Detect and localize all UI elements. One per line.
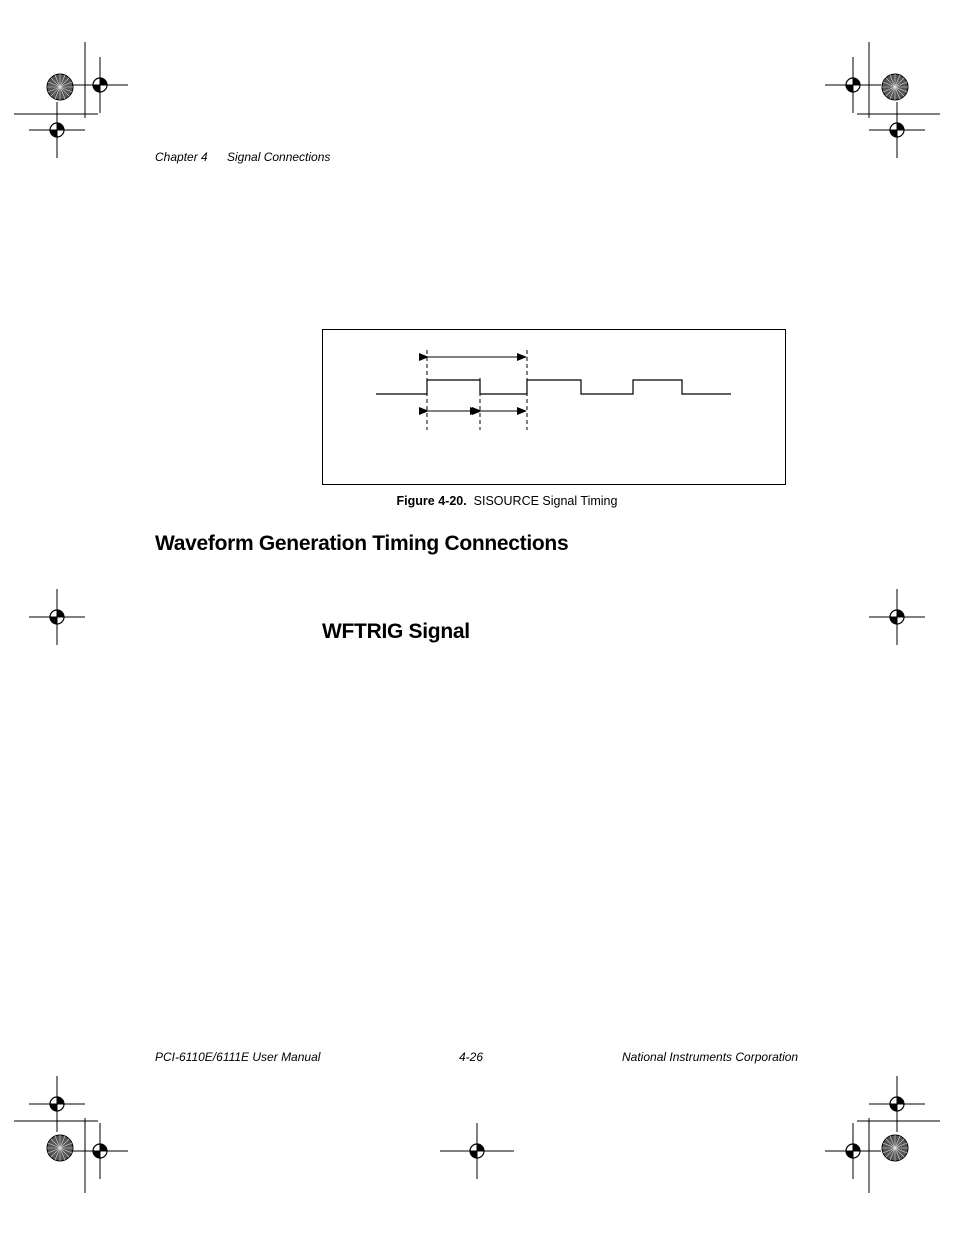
crosshair-mark: [29, 589, 85, 645]
sisource-waveform: [376, 380, 731, 394]
figure-title: SISOURCE Signal Timing: [473, 494, 618, 508]
footer-manual: PCI-6110E/6111E User Manual: [155, 1050, 321, 1064]
footer-page-number: 4-26: [459, 1050, 484, 1064]
crosshair-mark: [869, 1076, 925, 1132]
crosshair-mark: [825, 57, 881, 113]
starburst-mark-top-right: [882, 74, 908, 100]
crosshair-mark: [869, 102, 925, 158]
footer-company: National Instruments Corporation: [622, 1050, 799, 1064]
crosshair-mark: [29, 1076, 85, 1132]
starburst-mark-bottom-left: [47, 1135, 73, 1161]
figure-caption: [0, 494, 954, 508]
starburst-mark-bottom-right: [882, 1135, 908, 1161]
crosshair-mark: [29, 102, 85, 158]
header-section: Signal Connections: [227, 150, 331, 164]
timing-waveform-icon: [323, 330, 785, 484]
figure-frame: [322, 329, 786, 485]
crosshair-mark: [869, 589, 925, 645]
crosshair-mark: [825, 1123, 881, 1179]
subsection-heading: WFTRIG Signal: [322, 620, 470, 643]
crosshair-mark: [72, 57, 128, 113]
crosshair-mark: [72, 1123, 128, 1179]
figure-number: Figure 4-20.: [396, 494, 467, 508]
section-heading: Waveform Generation Timing Connections: [155, 532, 569, 555]
header-chapter: Chapter 4: [155, 150, 208, 164]
starburst-mark-top-left: [47, 74, 73, 100]
